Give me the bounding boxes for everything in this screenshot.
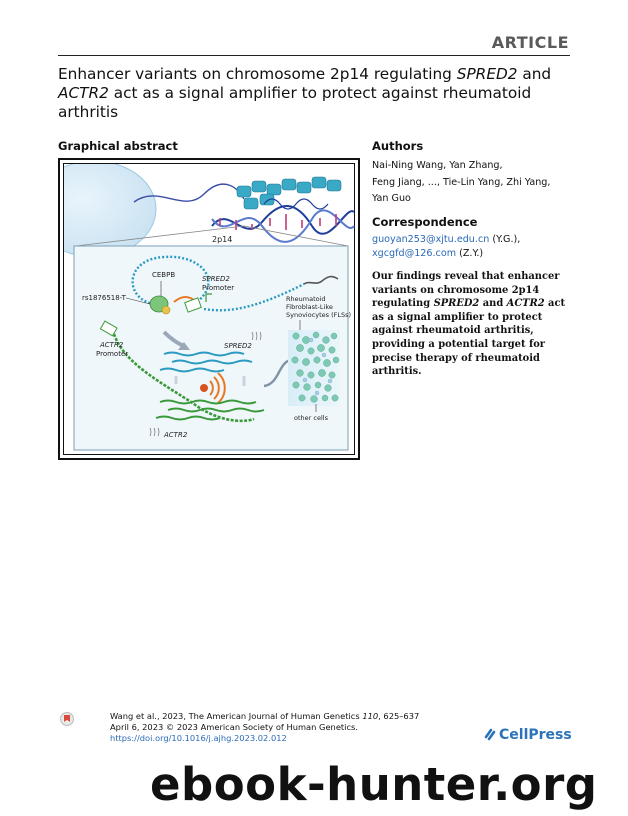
title-gene-1: SPRED2	[456, 65, 518, 83]
email-link-yang[interactable]: xgcgfd@126.com	[372, 247, 457, 259]
article-title	[58, 65, 578, 122]
email-link-guo[interactable]: guoyan253@xjtu.edu.cn	[372, 234, 490, 245]
correspondence-heading: Correspondence	[372, 215, 478, 229]
label-spred2-promoter-word: Promoter	[202, 284, 235, 292]
dna-helix	[212, 206, 354, 242]
citation	[110, 711, 450, 744]
header-rule	[58, 55, 570, 56]
label-spred2: SPRED2	[224, 342, 252, 350]
article-label: ARTICLE	[491, 33, 569, 52]
authors-line: Nai-Ning Wang, Yan Zhang,	[372, 160, 503, 171]
authors-line: Yan Guo	[372, 193, 411, 205]
snp-marker	[162, 306, 170, 314]
graphical-abstract-figure	[64, 164, 358, 458]
authors-list	[372, 158, 572, 208]
label-spred2-promoter: SPRED2	[202, 275, 230, 283]
label-fls-2: Fibroblast-Like	[286, 303, 333, 311]
publisher-name: CellPress	[499, 727, 572, 743]
title-text-3: act as a signal amplifier to protect against rheumatoid arthritis	[58, 84, 532, 121]
nucleus-shape	[64, 164, 156, 257]
label-fls-3: Synoviocytes (FLSs)	[286, 311, 352, 319]
summary-text-3: act as a signal amplifier to protect against rheumatoid arthritis, providing a potential target for precise therapy of rheumatoid arthritis.	[372, 298, 566, 378]
citation-date-copyright: April 6, 2023 © 2023 American Society of Human Genetics.	[110, 722, 358, 732]
citation-journal: Wang et al., 2023, The American Journal of Human Genetics	[110, 711, 363, 721]
label-snp: rs1876518-T	[82, 294, 126, 302]
label-fls-1: Rheumatoid	[286, 295, 326, 303]
title-text-1: Enhancer variants on chromosome 2p14 regulating	[58, 65, 457, 83]
summary-text-1: Our findings reveal that enhancer variants on chromosome 2p14 regulating	[372, 271, 560, 310]
email-suffix: (Z.Y.)	[456, 247, 484, 259]
citation-volume: 110	[362, 711, 379, 721]
summary-gene-1: SPRED2	[433, 298, 480, 310]
check-for-updates-icon[interactable]	[60, 712, 74, 726]
authors-heading: Authors	[372, 139, 424, 153]
label-actr2: ACTR2	[164, 431, 188, 439]
summary-text-2: and	[479, 298, 507, 310]
graphical-abstract-heading: Graphical abstract	[58, 139, 178, 153]
label-2p14: 2p14	[212, 235, 233, 244]
doi-link[interactable]: https://doi.org/10.1016/j.ajhg.2023.02.012	[110, 733, 287, 743]
title-gene-2: ACTR2	[58, 84, 109, 102]
citation-pages: , 625–637	[378, 711, 420, 721]
graphical-abstract	[58, 158, 360, 460]
correspondence	[372, 233, 582, 260]
label-other-cells: other cells	[294, 414, 328, 422]
label-cebpb: CEBPB	[152, 271, 176, 279]
title-text-2: and	[517, 65, 552, 83]
fls-tissue	[288, 330, 340, 406]
highlight-summary	[372, 270, 577, 379]
watermark: ebook-hunter.org	[150, 758, 598, 811]
label-actr2-promoter-word: Promoter	[96, 350, 129, 358]
email-suffix: (Y.G.),	[489, 234, 521, 245]
authors-line: Feng Jiang, ..., Tie-Lin Yang, Zhi Yang,	[372, 176, 551, 188]
cellpress-logo	[483, 727, 572, 743]
label-actr2-promoter: ACTR2	[100, 341, 124, 349]
cellpress-icon	[483, 727, 497, 741]
summary-gene-2: ACTR2	[506, 298, 545, 310]
nucleosome-array	[237, 177, 341, 209]
